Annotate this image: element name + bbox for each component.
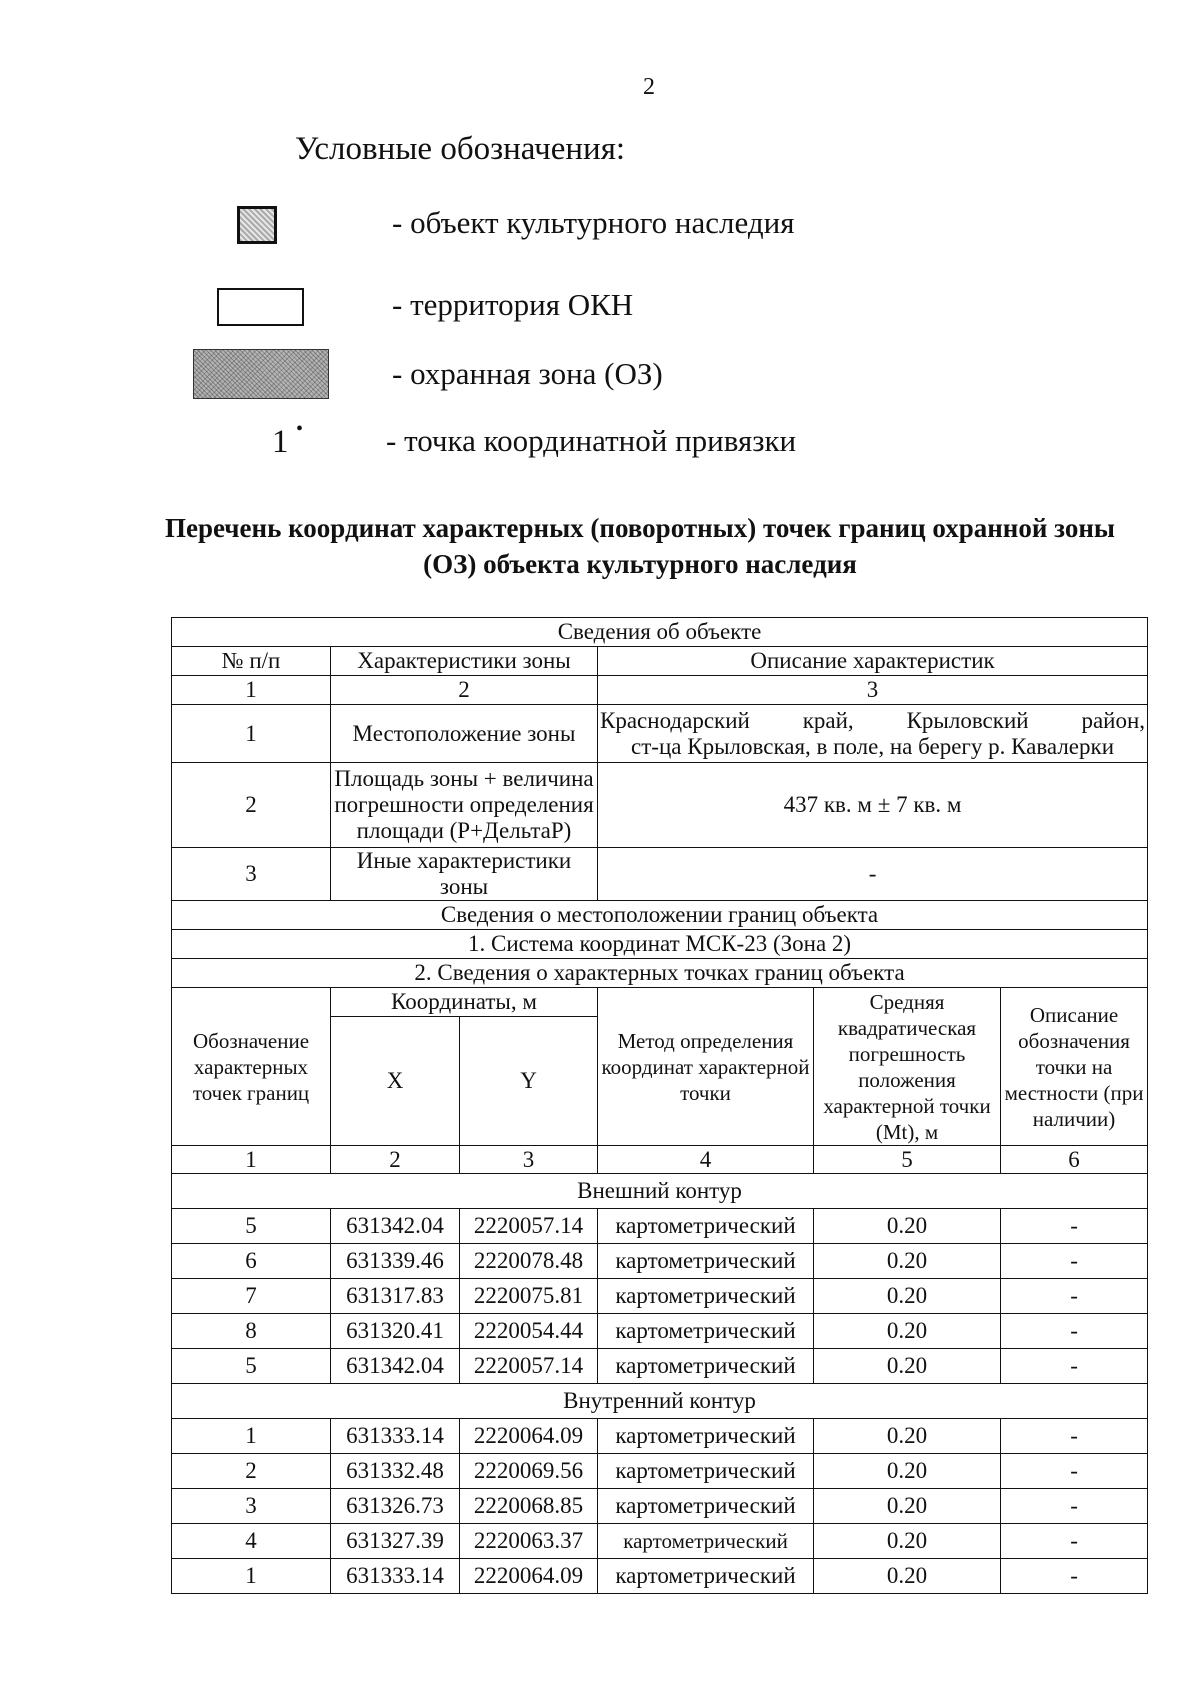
table-row	[172, 1349, 1148, 1384]
points-col-number-1: 1	[172, 1146, 331, 1174]
point-error: 0.20	[814, 1279, 1001, 1314]
col-number-1: 1	[172, 676, 331, 705]
info-row-characteristic: Иные характеристики зоны	[331, 848, 598, 901]
point-x: 631342.04	[331, 1349, 460, 1384]
legend-item-reference-point: - точка координатной привязки	[386, 423, 797, 458]
table-row	[172, 1489, 1148, 1524]
reference-point-label: 1	[272, 424, 289, 460]
point-description: -	[1001, 1279, 1148, 1314]
point-y: 2220054.44	[460, 1314, 598, 1349]
point-error: 0.20	[814, 1419, 1001, 1454]
point-x: 631339.46	[331, 1244, 460, 1279]
points-col-number-3: 3	[460, 1146, 598, 1174]
info-row-description: 437 кв. м ± 7 кв. м	[598, 763, 1148, 848]
point-id: 4	[172, 1524, 331, 1559]
coordinates-table	[171, 617, 1148, 1594]
col-number-3: 3	[598, 676, 1148, 705]
point-method: картометрический	[598, 1349, 814, 1384]
table-row	[172, 1244, 1148, 1279]
info-row-description: Краснодарский край, Крыловский район, ст-ца Крыловская, в поле, на берегу р. Кавалерки	[598, 705, 1148, 763]
object-info-title: Сведения об объекте	[172, 618, 1148, 647]
reference-point-symbol	[272, 418, 304, 461]
point-method: картометрический	[598, 1489, 814, 1524]
point-method: картометрический	[598, 1559, 814, 1594]
info-row-num: 1	[172, 705, 331, 763]
table-row	[172, 1454, 1148, 1489]
point-error: 0.20	[814, 1209, 1001, 1244]
point-x: 631333.14	[331, 1559, 460, 1594]
point-error: 0.20	[814, 1349, 1001, 1384]
header-y: Y	[460, 1017, 598, 1146]
legend-item-territory: - территория ОКН	[392, 287, 634, 322]
point-description: -	[1001, 1489, 1148, 1524]
point-id: 8	[172, 1314, 331, 1349]
point-error: 0.20	[814, 1314, 1001, 1349]
header-characteristic: Характеристики зоны	[331, 647, 598, 676]
point-id: 6	[172, 1244, 331, 1279]
table-row	[172, 1279, 1148, 1314]
header-coordinates: Координаты, м	[331, 988, 598, 1017]
point-error: 0.20	[814, 1524, 1001, 1559]
header-point-description: Описание обозначения точки на местности (при наличии)	[1001, 988, 1148, 1146]
legend-item-protection-zone: - охранная зона (ОЗ)	[392, 356, 663, 391]
protection-zone-symbol	[193, 349, 329, 399]
point-id: 1	[172, 1419, 331, 1454]
col-number-2: 2	[331, 676, 598, 705]
point-error: 0.20	[814, 1244, 1001, 1279]
point-description: -	[1001, 1244, 1148, 1279]
point-error: 0.20	[814, 1454, 1001, 1489]
point-id: 1	[172, 1559, 331, 1594]
table-row	[172, 1314, 1148, 1349]
point-x: 631332.48	[331, 1454, 460, 1489]
point-description: -	[1001, 1454, 1148, 1489]
heritage-object-symbol	[237, 206, 277, 244]
coordinate-system: 1. Система координат МСК-23 (Зона 2)	[172, 930, 1148, 959]
point-x: 631327.39	[331, 1524, 460, 1559]
territory-symbol	[217, 288, 304, 326]
legend-title: Условные обозначения:	[295, 131, 626, 167]
point-y: 2220068.85	[460, 1489, 598, 1524]
point-description: -	[1001, 1349, 1148, 1384]
point-description: -	[1001, 1209, 1148, 1244]
header-x: X	[331, 1017, 460, 1146]
header-method: Метод определения координат характерной точки	[598, 988, 814, 1146]
info-row-description: -	[598, 848, 1148, 901]
point-method: картометрический	[598, 1524, 814, 1559]
boundary-title: Сведения о местоположении границ объекта	[172, 901, 1148, 930]
info-row-characteristic: Местоположение зоны	[331, 705, 598, 763]
info-row-characteristic: Площадь зоны + величина погрешности определения площади (Р+ДельтаР)	[331, 763, 598, 848]
point-y: 2220064.09	[460, 1419, 598, 1454]
point-x: 631326.73	[331, 1489, 460, 1524]
point-error: 0.20	[814, 1559, 1001, 1594]
point-id: 5	[172, 1349, 331, 1384]
point-method: картометрический	[598, 1244, 814, 1279]
point-method: картометрический	[598, 1279, 814, 1314]
point-description: -	[1001, 1314, 1148, 1349]
inner-contour-title: Внутренний контур	[172, 1384, 1148, 1419]
point-y: 2220057.14	[460, 1209, 598, 1244]
table-row	[172, 1524, 1148, 1559]
page-number: 2	[643, 74, 655, 100]
header-num: № п/п	[172, 647, 331, 676]
point-y: 2220057.14	[460, 1349, 598, 1384]
info-row-num: 2	[172, 763, 331, 848]
document-heading: Перечень координат характерных (поворотных) точек границ охранной зоны (ОЗ) объекта культурного наследия	[164, 513, 1115, 579]
point-id: 2	[172, 1454, 331, 1489]
point-error: 0.20	[814, 1489, 1001, 1524]
point-description: -	[1001, 1419, 1148, 1454]
point-method: картометрический	[598, 1209, 814, 1244]
points-title: 2. Сведения о характерных точках границ объекта	[172, 959, 1148, 988]
info-row-num: 3	[172, 848, 331, 901]
table-row	[172, 1559, 1148, 1594]
point-x: 631320.41	[331, 1314, 460, 1349]
legend-item-heritage-object: - объект культурного наследия	[392, 205, 795, 240]
points-col-number-6: 6	[1001, 1146, 1148, 1174]
point-x: 631317.83	[331, 1279, 460, 1314]
point-y: 2220064.09	[460, 1559, 598, 1594]
header-error: Средняя квадратическая погрешность положения характерной точки (Mt), м	[814, 988, 1001, 1146]
point-x: 631333.14	[331, 1419, 460, 1454]
table-row	[172, 1209, 1148, 1244]
point-id: 3	[172, 1489, 331, 1524]
point-y: 2220075.81	[460, 1279, 598, 1314]
point-method: картометрический	[598, 1419, 814, 1454]
header-description: Описание характеристик	[598, 647, 1148, 676]
points-col-number-2: 2	[331, 1146, 460, 1174]
reference-point-dot-icon: •	[296, 418, 304, 440]
point-method: картометрический	[598, 1454, 814, 1489]
point-y: 2220069.56	[460, 1454, 598, 1489]
table-row	[172, 1419, 1148, 1454]
outer-contour-title: Внешний контур	[172, 1174, 1148, 1209]
point-description: -	[1001, 1524, 1148, 1559]
point-y: 2220078.48	[460, 1244, 598, 1279]
points-col-number-5: 5	[814, 1146, 1001, 1174]
point-id: 7	[172, 1279, 331, 1314]
point-x: 631342.04	[331, 1209, 460, 1244]
point-description: -	[1001, 1559, 1148, 1594]
point-y: 2220063.37	[460, 1524, 598, 1559]
point-method: картометрический	[598, 1314, 814, 1349]
header-designation: Обозначение характерных точек границ	[172, 988, 331, 1146]
points-col-number-4: 4	[598, 1146, 814, 1174]
point-id: 5	[172, 1209, 331, 1244]
